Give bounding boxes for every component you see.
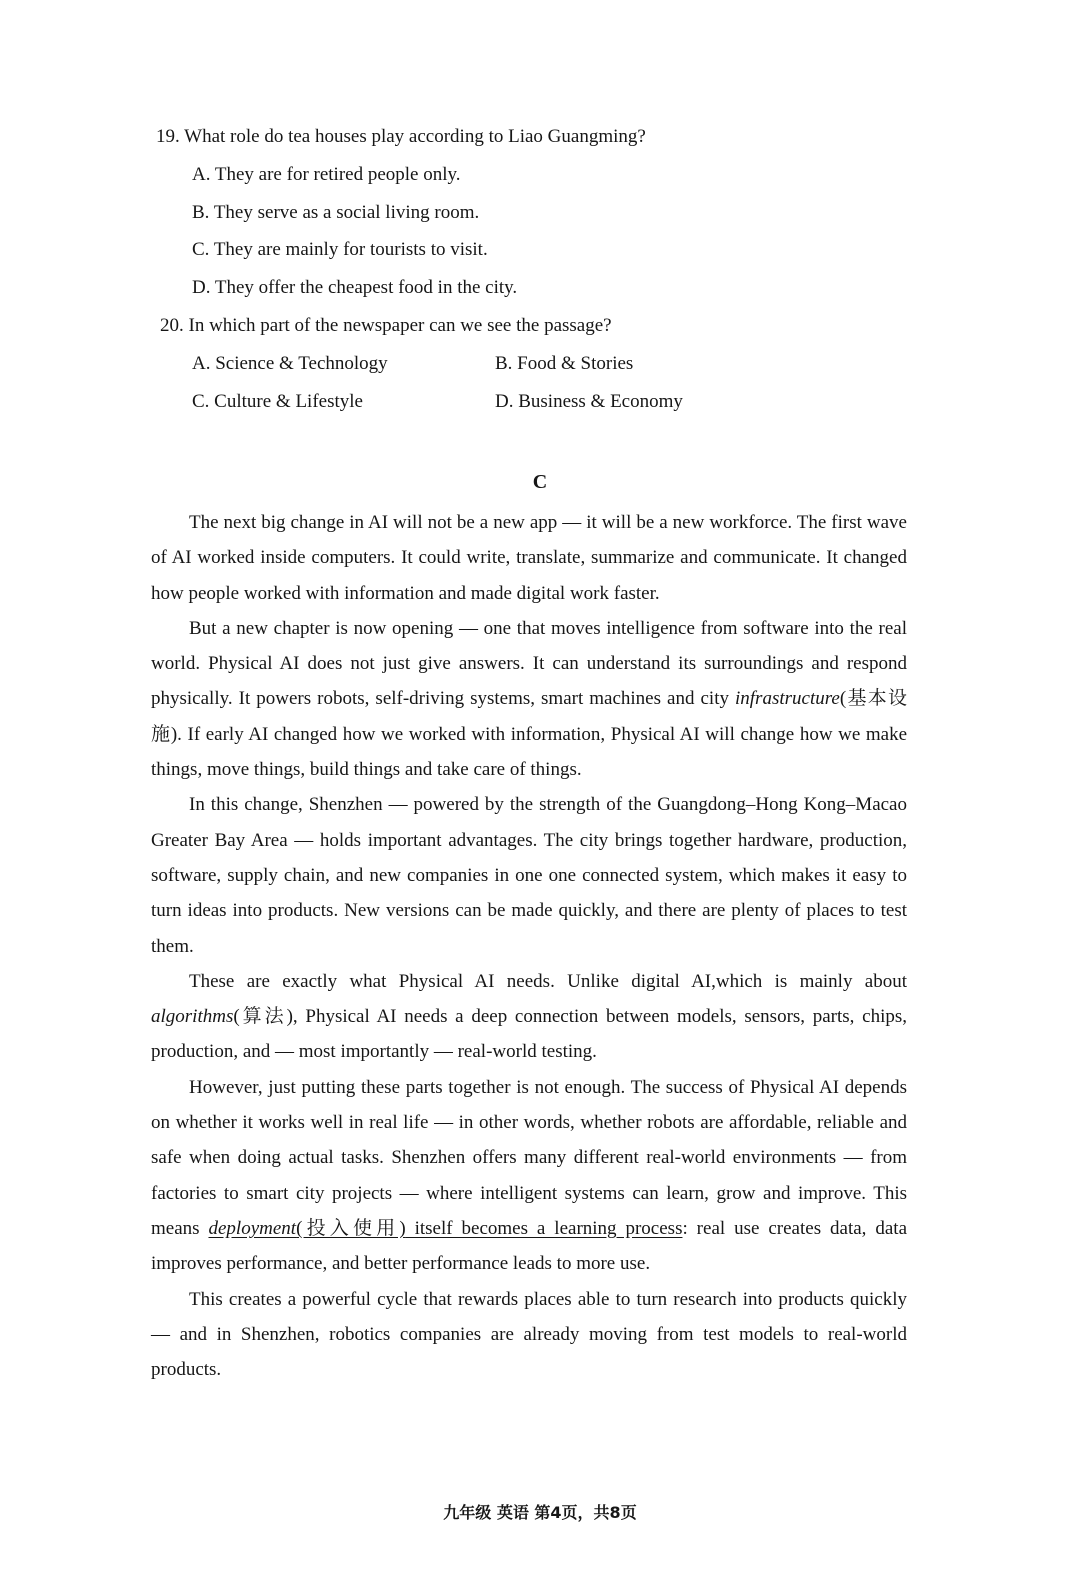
passage-paragraph-5 (151, 1070, 907, 1282)
passage-paragraph-6: This creates a powerful cycle that rewards places able to turn research into products quickly — and in Shenzhen, robotics companies are already moving from test models to real-world products. (151, 1288, 907, 1381)
question-19-option-c: C. They are mainly for tourists to visit. (192, 239, 488, 260)
question-20-stem: 20. In which part of the newspaper can we see the passage? (160, 315, 612, 336)
section-c-heading: C (532, 471, 548, 493)
paragraph-text: , Physical AI needs a deep connection between models, sensors, parts, chips, production, and — most importantly — real-world testing. (151, 1006, 908, 1063)
glossed-word-algorithms: algorithms (151, 1006, 234, 1028)
underlined-text: itself becomes a learning process (405, 1217, 683, 1239)
paragraph-text: . If early AI changed how we worked with information, Physical AI will change how we make things, move things, build things and take care of things. (151, 723, 908, 781)
question-19-option-d: D. They offer the cheapest food in the city. (192, 277, 518, 298)
paragraph-text: However, just putting these parts together is not enough. The success of Physical AI depends on whether it works well in real life — in other words, whether robots are affordable, reliable and safe when doing actual tasks. Shenzhen offers many different real-world environments — from factories to smart city projects — where intelligent systems can learn, grow and improve. This means (151, 1076, 907, 1239)
reading-passage-c (151, 505, 907, 1387)
question-19-stem: 19. What role do tea houses play according to Liao Guangming? (156, 126, 646, 147)
chinese-gloss: (投入使用) (296, 1217, 406, 1239)
passage-paragraph-3: In this change, Shenzhen — powered by the strength of the Guangdong–Hong Kong–Macao Greater Bay Area — holds important advantages. The city brings together hardware, production, software, supply chain, and new companies in one one connected system, which makes it easy to turn ideas into products. New versions can be made quickly, and there are plenty of places to test them. (151, 794, 907, 957)
question-20-option-c: C. Culture & Lifestyle (192, 391, 363, 412)
question-20-option-a: A. Science & Technology (192, 353, 388, 374)
glossed-word-deployment: deployment (208, 1217, 297, 1239)
question-20-option-b: B. Food & Stories (495, 353, 634, 374)
paragraph-text: These are exactly what Physical AI needs. Unlike digital AI,which is mainly about (189, 970, 907, 992)
passage-paragraph-1: The next big change in AI will not be a new app — it will be a new workforce. The first wave of AI worked inside computers. It could write, translate, summarize and communicate. It changed how people worked with information and made digital work faster. (151, 512, 907, 604)
paragraph-text: : real use creates data, data improves performance, and better performance leads to more use. (151, 1217, 907, 1275)
passage-paragraph-4 (151, 964, 907, 1070)
paragraph-text: But a new chapter is now opening — one that moves intelligence from software into the real world. Physical AI does not just give answers. It can understand its surroundings and respond physically. It powers robots, self-driving systems, smart machines and city (151, 617, 907, 710)
chinese-gloss: (基本设施) (151, 688, 907, 745)
question-20-option-d: D. Business & Economy (495, 391, 683, 412)
page-footer: 九年级 英语 第4页，共8页 (443, 1503, 637, 1522)
glossed-word-infrastructure: infrastructure (735, 688, 840, 710)
chinese-gloss: (算法) (233, 1006, 293, 1028)
question-19-option-b: B. They serve as a social living room. (192, 202, 480, 223)
underlined-sentence (208, 1218, 682, 1239)
passage-paragraph-2 (151, 611, 907, 787)
question-19-option-a: A. They are for retired people only. (192, 164, 461, 185)
